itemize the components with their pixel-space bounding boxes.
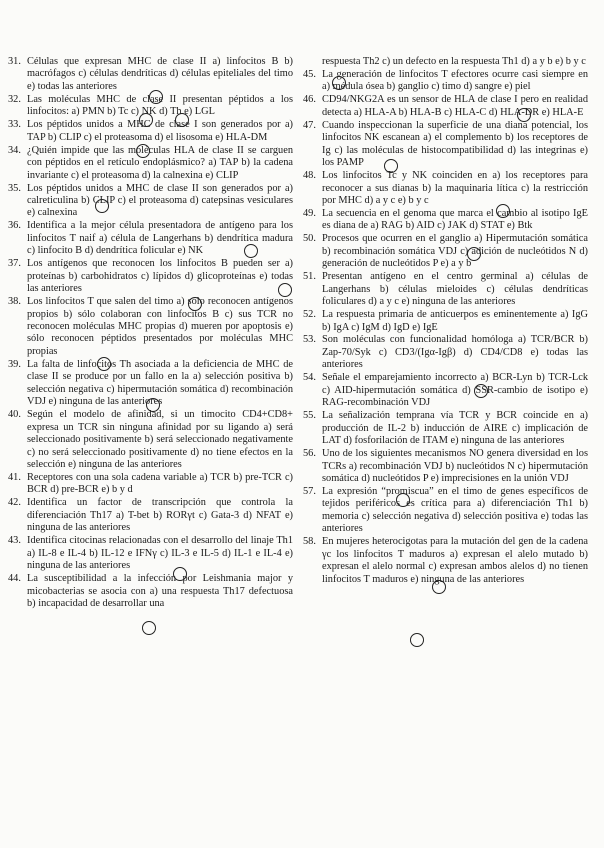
question-item: [303, 334, 588, 371]
question-text: ¿Quién impide que las moléculas HLA de clase II se carguen con péptidos en el retículo endoplásmico? a) TAP b) la cadena invariante c) el proteasoma d) la calnexina e) CLIP: [27, 144, 293, 181]
question-item: [8, 573, 293, 610]
question-number: 44.: [8, 573, 21, 585]
question-item: [303, 448, 588, 485]
question-text: Los linfocitos T que salen del timo a) sólo reconocen antígenos propios b) sólo colaboran con linfocitos B c) sus TCR no reconocen moléculas MHC propias d) mueren por apoptosis e) sólo reconocen péptidos presentados por moléculas MHC propias: [27, 296, 293, 357]
question-item: [8, 409, 293, 471]
question-item: [303, 536, 588, 586]
left-column: [8, 56, 293, 611]
question-number: 39.: [8, 358, 21, 370]
question-text: Las moléculas MHC de clase II presentan péptidos a los linfocitos: a) PMN b) Tc c) NK d) Th e) LGL: [27, 93, 293, 118]
question-text: Células que expresan MHC de clase II a) linfocitos B b) macrófagos c) células dendríticas d) células epiteliales del timo e) todas las anteriores: [27, 56, 293, 92]
question-text: En mujeres heterocigotas para la mutación del gen de la cadena γc los linfocitos T maduros a) expresan el alelo mutado b) expresan el alelo normal c) expresan ambos alelos d) no tienen linfocitos T maduros e) ninguna de las anteriores: [322, 536, 588, 585]
question-number: 33.: [8, 119, 21, 131]
question-number: 45.: [303, 68, 316, 80]
question-text: La generación de linfocitos T efectores ocurre casi siempre en a) médula ósea b) ganglio c) timo d) sangre e) piel: [322, 68, 588, 93]
question-text: La susceptibilidad a la infección por Leishmania major y micobacterias se asocia con a) una respuesta Th17 defectuosa b) incapacidad de desarrollar una: [27, 573, 293, 609]
question-text: Identifica a la mejor célula presentadora de antígeno para los linfocitos T naif a) célula de Langerhans b) dendrítica madura c) linfocito B d) dendrítica folicular e) NK: [27, 220, 293, 257]
question-number: 43.: [8, 535, 21, 547]
question-number: 52.: [303, 309, 316, 321]
question-text: Los péptidos unidos a MHC de clase II son generados por a) calreticulina b) CLIP c) el proteasoma d) catepsinas vesiculares e) calnexina: [27, 182, 293, 219]
question-number: 55.: [303, 410, 316, 422]
question-item: [303, 233, 588, 270]
question-text: Procesos que ocurren en el ganglio a) Hipermutación somática b) recombinación somática VDJ c) adición de nucleótidos N d) generación de nucleótidos P e) a y b: [322, 233, 588, 270]
question-text: CD94/NKG2A es un sensor de HLA de clase I pero en realidad detecta a) HLA-A b) HLA-B c) HLA-C d) HLA-DR e) HLA-E: [322, 94, 588, 118]
question-number: 32.: [8, 93, 21, 105]
question-text: Cuando inspeccionan la superficie de una diana potencial, los linfocitos NK escanean a) el complemento b) los receptores de Ig c) las moléculas de histocompatibilidad d) las integrinas e) los PAMP: [322, 119, 588, 169]
question-columns: [8, 56, 588, 611]
question-text: La falta de linfocitos Th asociada a la deficiencia de MHC de clase II se produce por un fallo en la a) selección positiva b) selección negativa c) hipermutación somática d) recombinación VDJ e) ninguna de las anteriores: [27, 358, 293, 408]
question-item: [8, 497, 293, 534]
question-item: [8, 472, 293, 497]
question-item: [8, 94, 293, 119]
question-number: 58.: [303, 536, 316, 548]
question-number: 50.: [303, 233, 316, 245]
question-item: [8, 258, 293, 295]
question-item: [8, 535, 293, 572]
question-item: [303, 309, 588, 334]
question-number: 38.: [8, 296, 21, 308]
question-text: respuesta Th2 c) un defecto en la respuesta Th1 d) a y b e) b y c: [322, 56, 586, 67]
question-item: [8, 359, 293, 409]
question-text: Los péptidos unidos a MHC de clase I son generados por a) TAP b) CLIP c) el proteasoma d) el lisosoma e) HLA-DM: [27, 119, 293, 143]
question-item: [303, 120, 588, 170]
question-text: Los linfocitos Tc y NK coinciden en a) los receptores para reconocer a sus dianas b) la maquinaria lítica c) la restricción por MHC d) a y c e) b y c: [322, 170, 588, 206]
question-item: [303, 170, 588, 207]
question-text: La respuesta primaria de anticuerpos es eminentemente a) IgG b) IgA c) IgM d) IgD e) IgE: [322, 309, 588, 333]
question-item: [8, 119, 293, 144]
question-text: La expresión “promiscua” en el timo de genes específicos de tejidos periféricos es crítica para a) diferenciación Th1 b) memoria c) selección negativa d) selección positiva e) todas las anteriores: [322, 485, 588, 535]
question-number: 46.: [303, 94, 316, 106]
question-item: [303, 271, 588, 308]
question-text: Los antígenos que reconocen los linfocitos B pueden ser a) proteínas b) carbohidratos c) lípidos d) glicoproteínas e) todas las anteriores: [27, 258, 293, 295]
question-item: [8, 296, 293, 358]
question-number: 51.: [303, 271, 316, 283]
question-item: [303, 410, 588, 447]
question-number: 53.: [303, 334, 316, 346]
question-text: La secuencia en el genoma que marca el cambio al isotipo IgE es diana de a) RAG b) AID c) JAK d) STAT e) Btk: [322, 207, 588, 232]
question-item: [8, 145, 293, 182]
question-number: 37.: [8, 258, 21, 270]
question-number: 54.: [303, 372, 316, 384]
question-item: [303, 208, 588, 233]
question-number: 34.: [8, 144, 21, 156]
question-number: 42.: [8, 497, 21, 509]
question-text: Presentan antígeno en el centro germinal a) células de Langerhans b) células mieloides c) células dendríticas foliculares d) a y c e) ninguna de las anteriores: [322, 271, 588, 308]
question-text: Receptores con una sola cadena variable a) TCR b) pre-TCR c) BCR d) pre-BCR e) b y d: [27, 471, 293, 496]
question-text: Son moléculas con funcionalidad homóloga a) TCR/BCR b) Zap-70/Syk c) CD3/(Igα-Igβ) d) CD4/CD8 e) todas las anteriores: [322, 334, 588, 371]
question-item: [8, 56, 293, 93]
answer-circle: [142, 621, 156, 635]
question-number: 57.: [303, 485, 316, 497]
question-number: [303, 56, 322, 68]
question-item: [303, 69, 588, 94]
question-number: 47.: [303, 119, 316, 131]
question-number: 49.: [303, 207, 316, 219]
question-item: [303, 56, 588, 68]
question-number: 56.: [303, 448, 316, 460]
question-item: [8, 183, 293, 220]
question-number: 41.: [8, 471, 21, 483]
question-item: [303, 372, 588, 409]
question-item: [303, 94, 588, 119]
question-text: Uno de los siguientes mecanismos NO genera diversidad en los TCRs a) recombinación VDJ b) nucleótidos N c) hipermutación somática d) nucleótidos P e) imprecisiones en la unión VDJ: [322, 448, 588, 484]
question-number: 31.: [8, 56, 21, 67]
question-text: Según el modelo de afinidad, si un timocito CD4+CD8+ expresa un TCR sin ninguna afinidad por su ligando a) será seleccionado positivamente b) será seleccionado negativamente c) no será seleccionado positivamente d) no tiene efectos en la selección e) ninguna de las anteriores: [27, 409, 293, 470]
question-number: 35.: [8, 182, 21, 194]
question-number: 48.: [303, 170, 316, 182]
question-text: Identifica citocinas relacionadas con el desarrollo del linaje Th1 a) IL-8 e IL-4 b) IL-12 e IFNγ c) IL-3 e IL-5 d) IL-1 e IL-4 e) ninguna de las anteriores: [27, 535, 293, 572]
question-item: [303, 486, 588, 536]
question-text: Identifica un factor de transcripción que controla la diferenciación Th17 a) T-bet b) RORγt c) Gata-3 d) NFAT e) ninguna de las anteriores: [27, 497, 293, 534]
question-text: La señalización temprana vía TCR y BCR coincide en a) producción de IL-2 b) inducción de AIRE c) implicación de LAT d) fosforilación de ITAM e) ninguna de las anteriores: [322, 410, 588, 447]
question-number: 36.: [8, 220, 21, 232]
question-item: [8, 220, 293, 257]
right-column: [303, 56, 588, 611]
question-text: Señale el emparejamiento incorrecto a) BCR-Lyn b) TCR-Lck c) AID-hipermutación somática d) SSR-cambio de isotipo e) RAG-recombinación VDJ: [322, 372, 588, 409]
answer-circle: [410, 633, 424, 647]
question-number: 40.: [8, 409, 21, 421]
